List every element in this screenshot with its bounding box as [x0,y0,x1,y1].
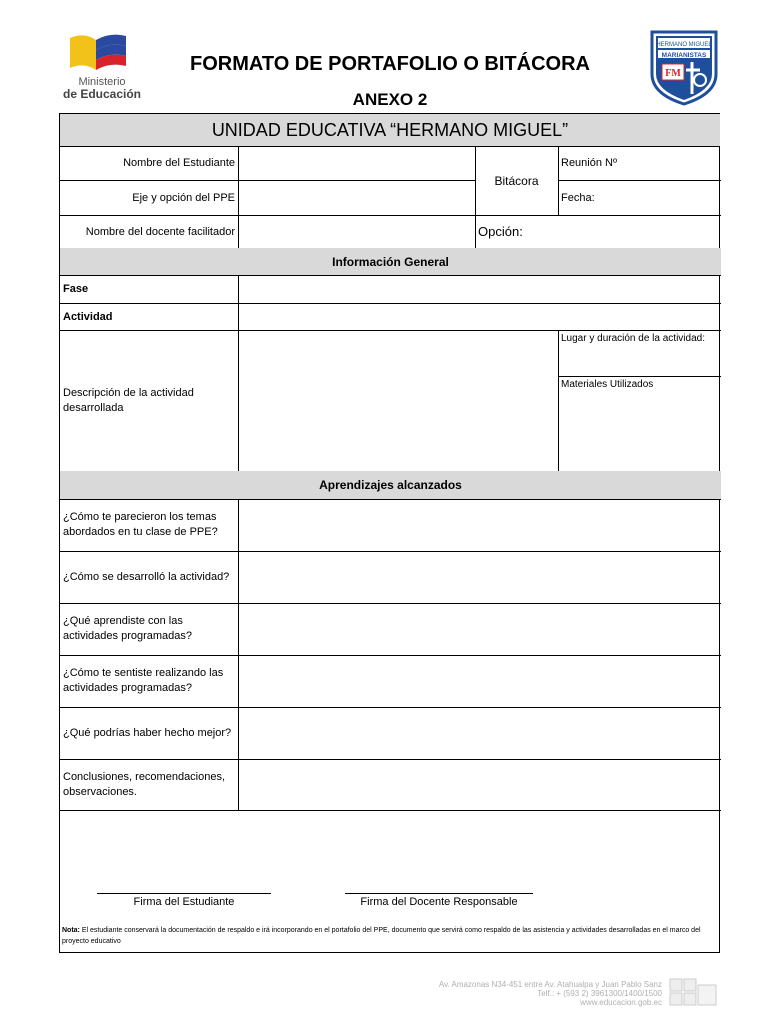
question-label: ¿Cómo te parecieron los temas abordados en tu clase de PPE? [60,499,239,552]
footer-contact [420,980,662,1007]
footnote-text: El estudiante conservará la documentación de respaldo e irá incorporando en el portafolio del PPE, documento que servirá como respaldo de las asistencia y actividades desarrolladas en el marco del proyecto educativo [62,927,701,945]
answer-field[interactable] [238,707,721,760]
student-signature-line[interactable] [97,893,271,894]
ministry-logo [62,30,142,102]
question-label: ¿Cómo se desarrolló la actividad? [60,551,239,604]
bitacora-label: Bitácora [475,146,559,216]
crest-band-text: MARIANISTAS [661,52,707,59]
student-signature-label: Firma del Estudiante [133,896,235,908]
footer-address: Av. Amazonas N34-451 entre Av. Atahualpa y Juan Pablo Sanz [438,980,662,989]
crest-top-text: HERMANO MIGUEL [656,42,712,48]
description-label: Descripción de la actividad desarrollada [60,330,239,472]
document-subtitle: ANEXO 2 [352,90,428,109]
teacher-signature-line[interactable] [345,893,533,894]
learning-header: Aprendizajes alcanzados [60,471,721,500]
question-label: ¿Qué podrías haber hecho mejor? [60,707,239,760]
school-name-header: UNIDAD EDUCATIVA “HERMANO MIGUEL” [60,114,720,147]
ppe-axis-field[interactable] [238,180,476,216]
footnote-label: Nota: [62,927,80,934]
description-field[interactable] [238,330,559,472]
question-label: Conclusiones, recomendaciones, observaciones. [60,759,239,811]
option-field[interactable]: Opción: [475,215,721,249]
answer-field[interactable] [238,655,721,708]
footer-ministry-icon [668,975,720,1009]
student-name-label: Nombre del Estudiante [60,146,239,181]
answer-field[interactable] [238,603,721,656]
answer-field[interactable] [238,551,721,604]
crest-monogram: FM [665,68,681,79]
general-info-header: Información General [60,248,721,276]
phase-label: Fase [60,275,239,304]
teacher-signature-label: Firma del Docente Responsable [360,896,518,908]
teacher-name-label: Nombre del docente facilitador [60,215,239,249]
phase-field[interactable] [238,275,721,304]
ministry-name-line2: de Educación [62,87,142,101]
date-field[interactable]: Fecha: [558,180,721,216]
ministry-name-line1: Ministerio [78,76,126,88]
school-crest-icon [648,28,720,106]
place-duration-field[interactable]: Lugar y duración de la actividad: [558,330,721,377]
teacher-name-field[interactable] [238,215,476,249]
activity-field[interactable] [238,303,721,331]
ppe-axis-label: Eje y opción del PPE [60,180,239,216]
portfolio-form [59,113,720,953]
answer-field[interactable] [238,499,721,552]
footnote [62,925,717,947]
footer-phone: Telf.: + (593 2) 3961300/1400/1500 [537,989,662,998]
document-title: FORMATO DE PORTAFOLIO O BITÁCORA [190,53,590,75]
question-label: ¿Qué aprendiste con las actividades programadas? [60,603,239,656]
ministry-flag-icon [66,30,130,74]
footer-website: www.educacion.gob.ec [580,998,662,1007]
meeting-number-field[interactable]: Reunión Nº [558,146,721,181]
question-label: ¿Cómo te sentiste realizando las actividades programadas? [60,655,239,708]
materials-field[interactable]: Materiales Utilizados [558,376,721,472]
activity-label: Actividad [60,303,239,331]
student-name-field[interactable] [238,146,476,181]
answer-field[interactable] [238,759,721,811]
